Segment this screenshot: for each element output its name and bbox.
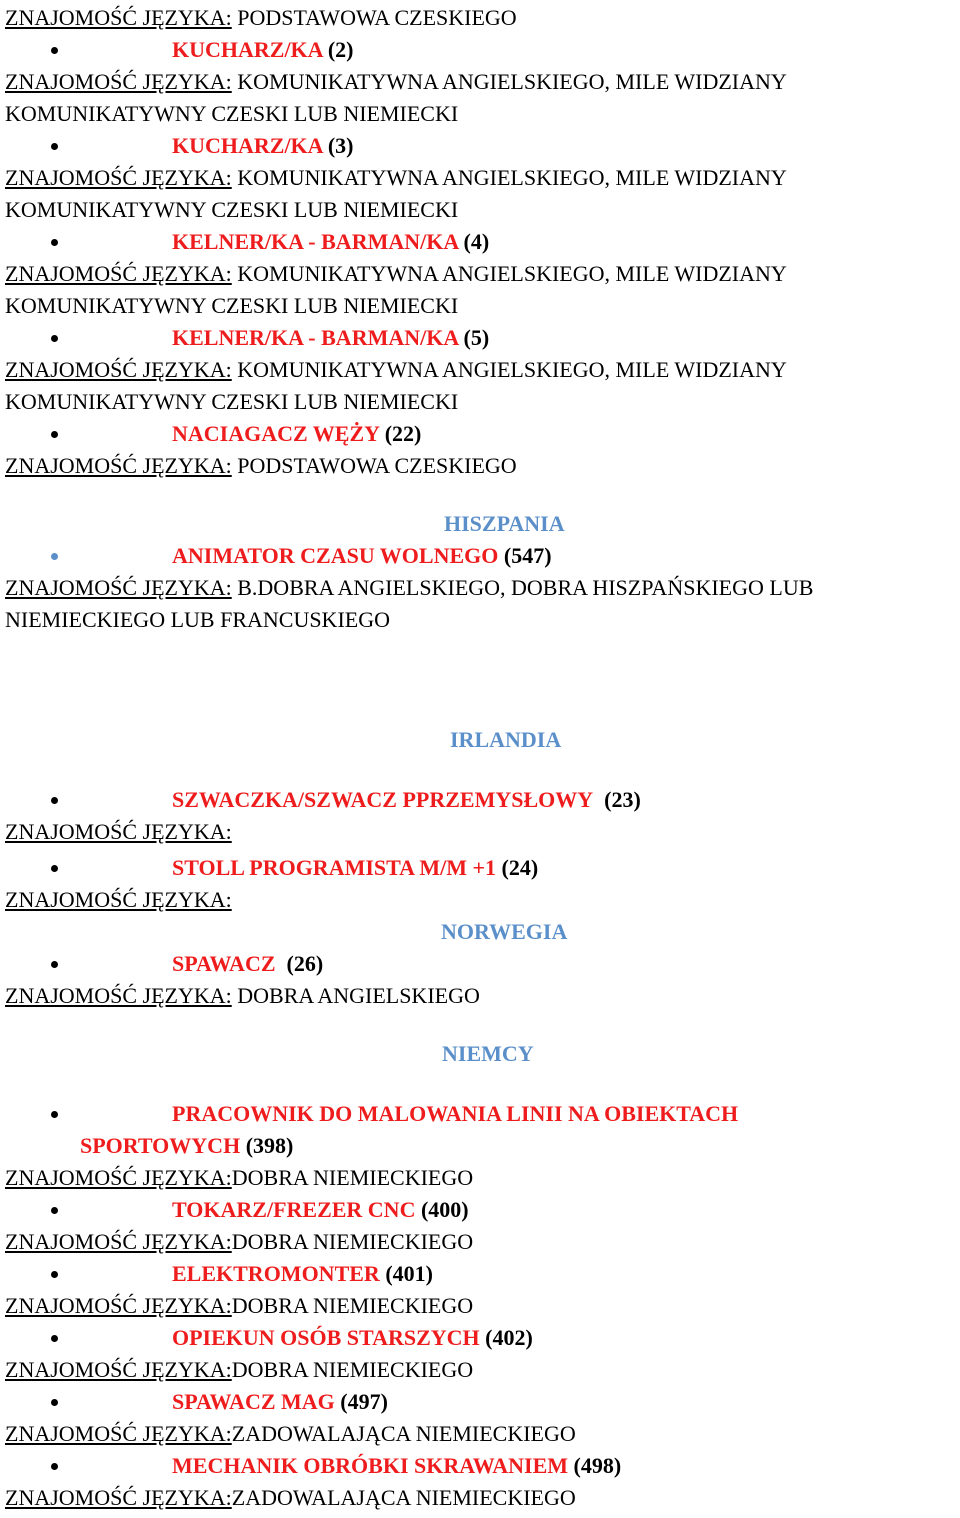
job-title: OPIEKUN OSÓB STARSZYCH — [172, 1325, 480, 1350]
language-label: ZNAJOMOŚĆ JĘZYKA: — [5, 887, 232, 912]
bullet-icon — [51, 431, 58, 438]
country-heading-irlandia: IRLANDIA — [450, 727, 562, 752]
language-requirement — [5, 2, 957, 34]
language-label: ZNAJOMOŚĆ JĘZYKA: — [5, 1229, 232, 1254]
language-requirement — [5, 572, 957, 636]
job-count: (401) — [385, 1261, 433, 1286]
job-count: (24) — [501, 855, 539, 880]
language-label: ZNAJOMOŚĆ JĘZYKA: — [5, 1357, 232, 1382]
language-requirement — [5, 1290, 957, 1322]
job-title: SPAWACZ — [172, 951, 276, 976]
job-title: NACIAGACZ WĘŻY — [172, 421, 380, 446]
bullet-icon — [51, 797, 58, 804]
job-title: SZWACZKA/SZWACZ PPRZEMYSŁOWY — [172, 787, 594, 812]
bullet-icon — [51, 1111, 58, 1118]
job-title: KELNER/KA - BARMAN/KA — [172, 325, 459, 350]
language-requirement — [5, 1418, 957, 1450]
country-heading-niemcy: NIEMCY — [442, 1041, 534, 1066]
language-value: PODSTAWOWA CZESKIEGO — [237, 5, 517, 30]
job-offer — [5, 34, 957, 66]
language-value: DOBRA ANGIELSKIEGO — [237, 983, 480, 1008]
bullet-icon — [51, 865, 58, 872]
bullet-icon — [51, 143, 58, 150]
language-requirement — [5, 354, 957, 418]
language-label: ZNAJOMOŚĆ JĘZYKA: — [5, 819, 232, 844]
job-count: (3) — [327, 133, 354, 158]
bullet-icon — [51, 961, 58, 968]
job-offer — [5, 784, 957, 816]
language-requirement — [5, 1482, 957, 1514]
job-count: (2) — [327, 37, 354, 62]
language-label: ZNAJOMOŚĆ JĘZYKA: — [5, 1421, 232, 1446]
language-requirement — [5, 1226, 957, 1258]
job-count: (26) — [286, 951, 324, 976]
bullet-icon — [51, 1207, 58, 1214]
language-label: ZNAJOMOŚĆ JĘZYKA: — [5, 261, 232, 286]
job-count: (23) — [604, 787, 641, 812]
language-requirement — [5, 162, 957, 226]
language-label: ZNAJOMOŚĆ JĘZYKA: — [5, 5, 232, 30]
job-offer — [5, 1322, 957, 1354]
language-requirement — [5, 258, 957, 322]
job-offer — [5, 948, 957, 980]
job-title: TOKARZ/FREZER CNC — [172, 1197, 416, 1222]
document — [5, 2, 957, 1514]
job-offer — [5, 1386, 957, 1418]
job-title-continued: SPORTOWYCH — [80, 1133, 241, 1158]
language-label: ZNAJOMOŚĆ JĘZYKA: — [5, 1293, 232, 1318]
job-title: KELNER/KA - BARMAN/KA — [172, 229, 459, 254]
job-count: (402) — [485, 1325, 533, 1350]
language-value: KOMUNIKATYWNA ANGIELSKIEGO, MILE WIDZIANY KOMUNIKATYWNY CZESKI LUB NIEMIECKI — [5, 357, 786, 414]
job-count: (5) — [463, 325, 490, 350]
bullet-icon — [51, 47, 58, 54]
job-count: (498) — [573, 1453, 622, 1478]
language-requirement — [5, 450, 957, 482]
job-offer — [5, 322, 957, 354]
job-offer — [5, 1450, 957, 1482]
language-label: ZNAJOMOŚĆ JĘZYKA: — [5, 575, 232, 600]
job-title: PRACOWNIK DO MALOWANIA LINII NA OBIEKTACH — [172, 1101, 739, 1126]
language-value: ZADOWALAJĄCA NIEMIECKIEGO — [231, 1421, 576, 1446]
bullet-icon — [51, 335, 58, 342]
bullet-icon — [51, 1335, 58, 1342]
job-count: (400) — [420, 1197, 469, 1222]
language-value: B.DOBRA ANGIELSKIEGO, DOBRA HISZPAŃSKIEGO LUB NIEMIECKIEGO LUB FRANCUSKIEGO — [5, 575, 814, 632]
job-title: ELEKTROMONTER — [172, 1261, 380, 1286]
language-value: DOBRA NIEMIECKIEGO — [231, 1293, 474, 1318]
language-requirement — [5, 816, 957, 848]
job-title: ANIMATOR CZASU WOLNEGO — [172, 543, 499, 568]
job-offer — [5, 852, 957, 884]
language-label: ZNAJOMOŚĆ JĘZYKA: — [5, 69, 232, 94]
job-offer — [5, 418, 957, 450]
job-offer — [5, 1258, 957, 1290]
job-title: KUCHARZ/KA — [172, 37, 323, 62]
language-label: ZNAJOMOŚĆ JĘZYKA: — [5, 357, 232, 382]
bullet-icon — [51, 239, 58, 246]
job-offer — [5, 226, 957, 258]
language-value: DOBRA NIEMIECKIEGO — [231, 1357, 474, 1382]
job-count: (547) — [503, 543, 552, 568]
language-label: ZNAJOMOŚĆ JĘZYKA: — [5, 983, 232, 1008]
country-heading-norwegia: NORWEGIA — [441, 919, 568, 944]
language-value: DOBRA NIEMIECKIEGO — [231, 1229, 474, 1254]
language-value: KOMUNIKATYWNA ANGIELSKIEGO, MILE WIDZIANY KOMUNIKATYWNY CZESKI LUB NIEMIECKI — [5, 69, 786, 126]
language-label: ZNAJOMOŚĆ JĘZYKA: — [5, 453, 232, 478]
job-offer — [5, 1194, 957, 1226]
language-label: ZNAJOMOŚĆ JĘZYKA: — [5, 165, 232, 190]
language-requirement — [5, 884, 957, 916]
job-title: SPAWACZ MAG — [172, 1389, 335, 1414]
bullet-icon — [51, 1271, 58, 1278]
language-value: ZADOWALAJĄCA NIEMIECKIEGO — [231, 1485, 576, 1510]
language-value: DOBRA NIEMIECKIEGO — [231, 1165, 474, 1190]
bullet-icon — [51, 1399, 58, 1406]
job-count: (22) — [384, 421, 422, 446]
language-value: KOMUNIKATYWNA ANGIELSKIEGO, MILE WIDZIANY KOMUNIKATYWNY CZESKI LUB NIEMIECKI — [5, 261, 786, 318]
job-offer — [5, 1098, 957, 1162]
language-label: ZNAJOMOŚĆ JĘZYKA: — [5, 1485, 232, 1510]
job-title: STOLL PROGRAMISTA M/M +1 — [172, 855, 497, 880]
job-count: (497) — [340, 1389, 388, 1414]
language-requirement — [5, 1162, 957, 1194]
language-requirement — [5, 1354, 957, 1386]
language-value: KOMUNIKATYWNA ANGIELSKIEGO, MILE WIDZIANY KOMUNIKATYWNY CZESKI LUB NIEMIECKI — [5, 165, 786, 222]
job-offer — [5, 130, 957, 162]
job-count: (398) — [245, 1133, 294, 1158]
bullet-icon — [51, 553, 58, 560]
bullet-icon — [51, 1463, 58, 1470]
language-value: PODSTAWOWA CZESKIEGO — [237, 453, 517, 478]
job-count: (4) — [463, 229, 490, 254]
language-requirement — [5, 980, 957, 1012]
language-requirement — [5, 66, 957, 130]
job-offer — [5, 540, 957, 572]
job-title: KUCHARZ/KA — [172, 133, 323, 158]
country-heading-hiszpania: HISZPANIA — [444, 511, 565, 536]
job-title: MECHANIK OBRÓBKI SKRAWANIEM — [172, 1453, 569, 1478]
language-label: ZNAJOMOŚĆ JĘZYKA: — [5, 1165, 232, 1190]
